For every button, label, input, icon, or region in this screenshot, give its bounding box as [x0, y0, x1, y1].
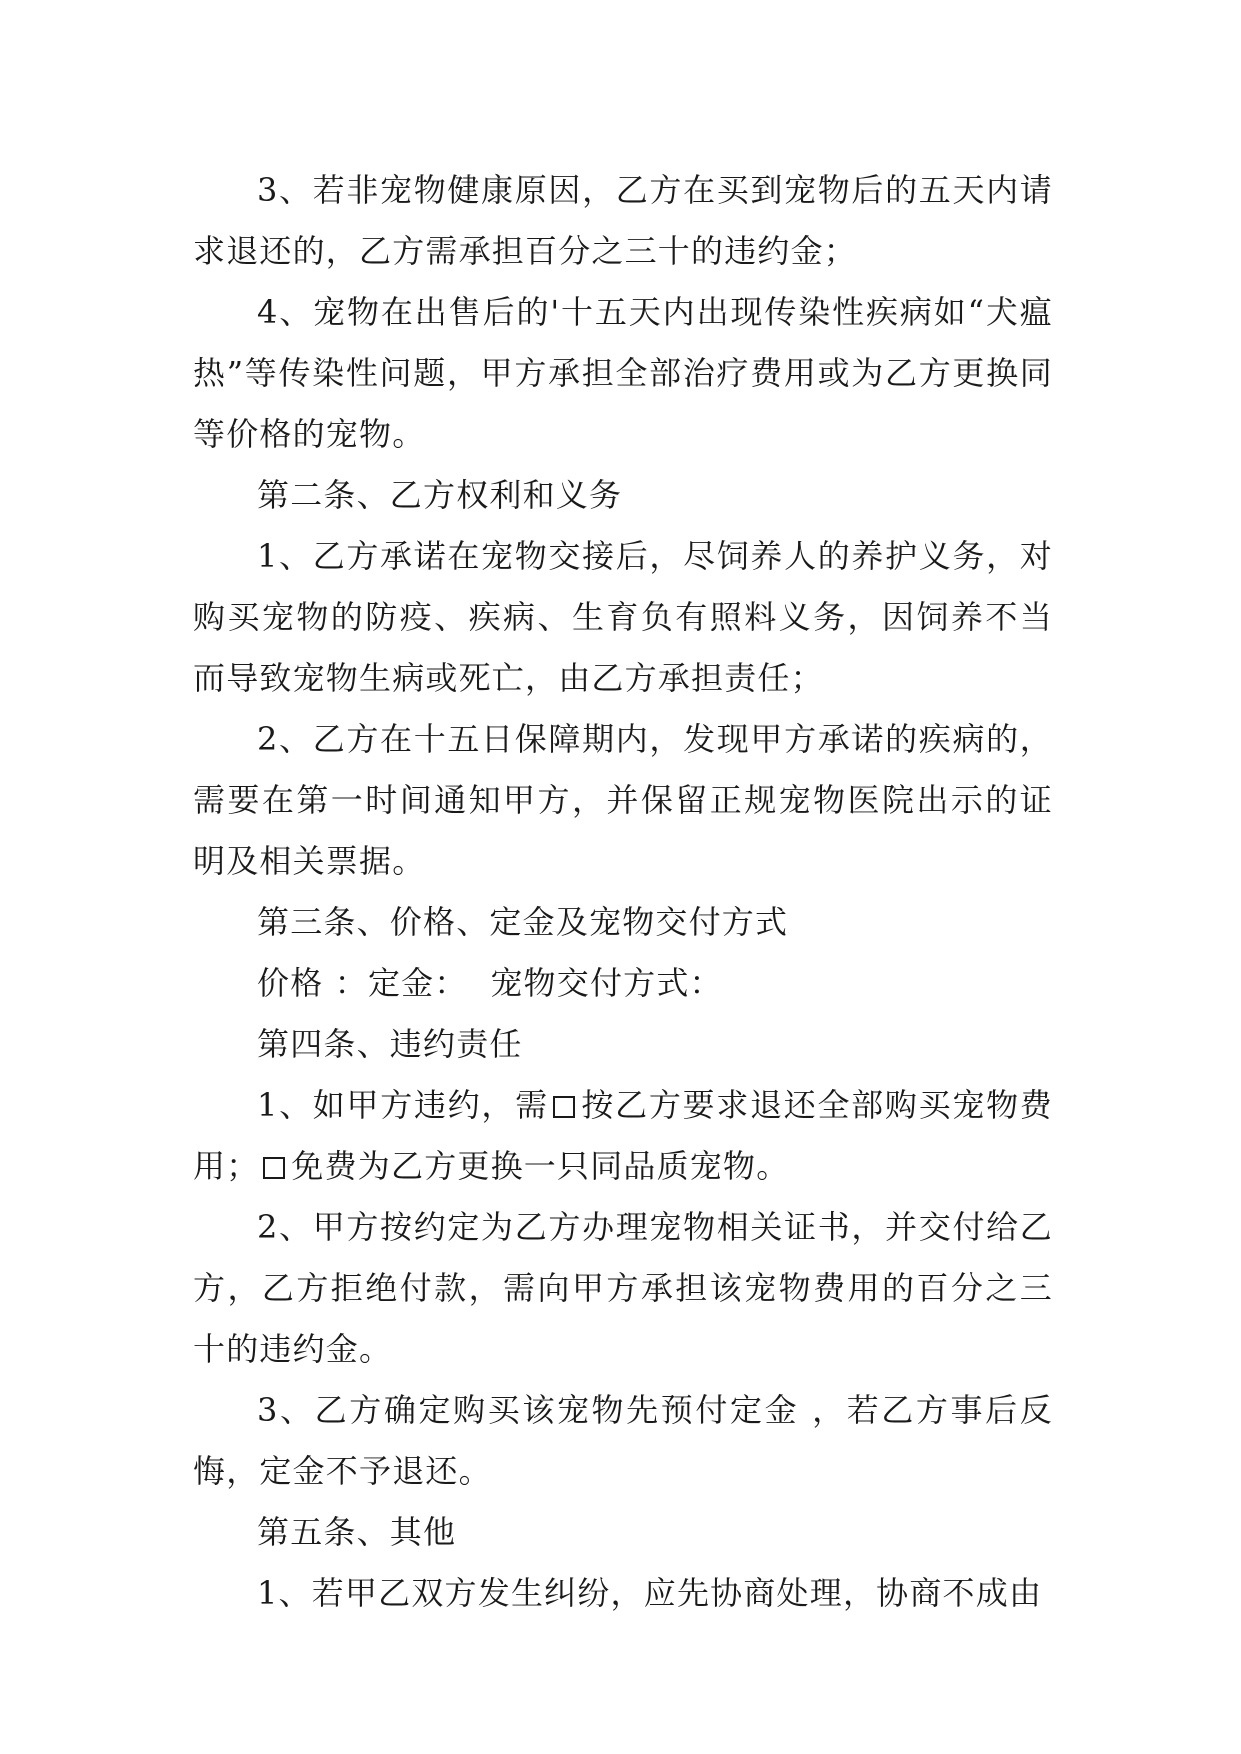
section-heading: 第三条、价格、定金及宠物交付方式	[257, 903, 789, 941]
clause-paragraph: 1、若甲乙双方发生纠纷，应先协商处理，协商不成由	[257, 1574, 1043, 1612]
clause-paragraph	[193, 1075, 1053, 1197]
clause-paragraph: 4、宠物在出售后的'十五天内出现传染性疾病如“犬瘟热”等传染性问题，甲方承担全部治疗费用或为乙方更换同等价格的宠物。	[193, 293, 1053, 453]
price-label: 价格 ：	[257, 964, 368, 1002]
deposit-label: 定金：	[367, 964, 468, 1002]
section-heading: 第二条、乙方权利和义务	[257, 476, 623, 514]
replace-option-label: 免费为乙方更换一只同品质宠物。	[291, 1147, 790, 1185]
clause-paragraph: 1、乙方承诺在宠物交接后，尽饲养人的养护义务，对购买宠物的防疫、疾病、生育负有照料义务，因饲养不当而导致宠物生病或死亡，由乙方承担责任；	[193, 537, 1053, 697]
delivery-method-label: 宠物交付方式：	[490, 964, 723, 1002]
clause-text: 1、如甲方违约，需	[257, 1086, 549, 1124]
clause-paragraph: 2、甲方按约定为乙方办理宠物相关证书，并交付给乙方，乙方拒绝付款，需向甲方承担该宠物费用的百分之三十的违约金。	[193, 1208, 1053, 1368]
price-deposit-fields	[193, 953, 1053, 1014]
refund-option-label: 按乙方要求退还全部购买宠物费用；	[193, 1086, 1053, 1185]
section-heading: 第五条、其他	[257, 1513, 457, 1551]
refund-checkbox[interactable]	[553, 1096, 575, 1118]
replace-checkbox[interactable]	[263, 1157, 285, 1179]
section-heading: 第四条、违约责任	[257, 1025, 523, 1063]
clause-paragraph: 2、乙方在十五日保障期内，发现甲方承诺的疾病的，需要在第一时间通知甲方，并保留正规宠物医院出示的证明及相关票据。	[193, 720, 1053, 880]
clause-paragraph: 3、乙方确定购买该宠物先预付定金 ，若乙方事后反悔，定金不予退还。	[193, 1391, 1053, 1490]
clause-paragraph: 3、若非宠物健康原因，乙方在买到宠物后的五天内请求退还的，乙方需承担百分之三十的违约金；	[193, 171, 1053, 270]
document-body	[193, 160, 1053, 1624]
